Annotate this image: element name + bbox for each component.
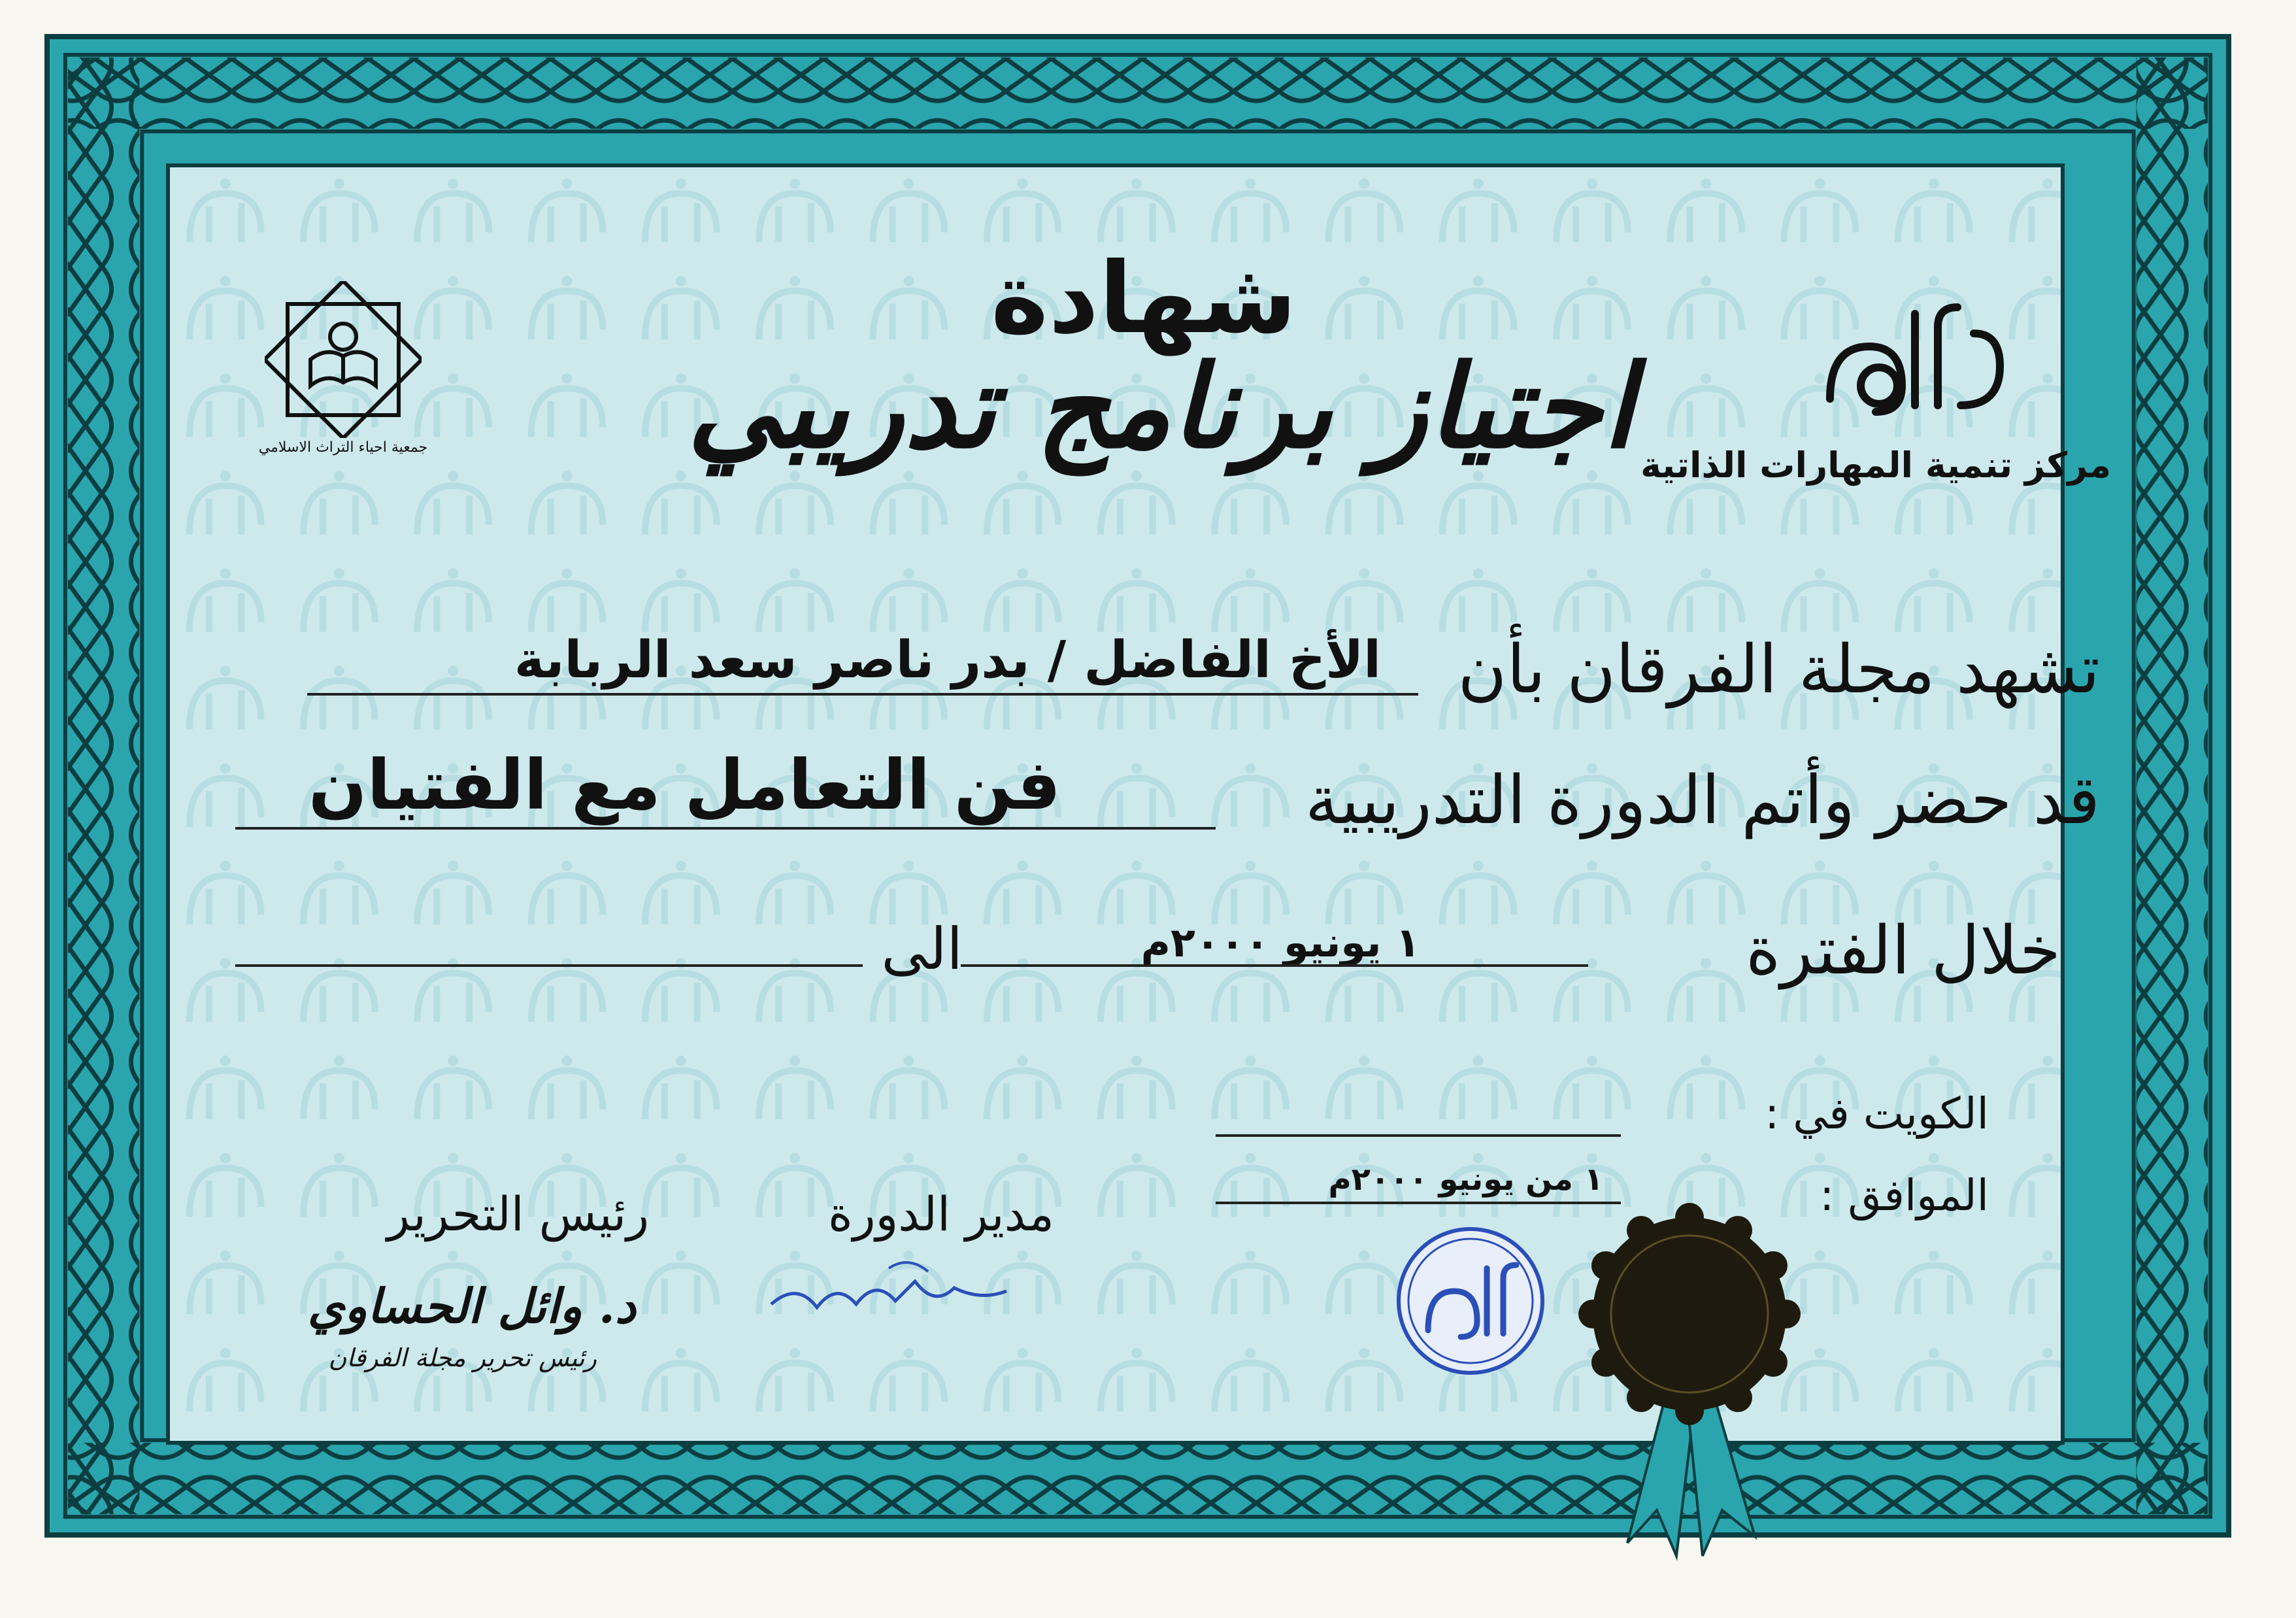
corresponding-date: ١ من يونيو ٢٠٠٠م <box>1328 1161 1603 1198</box>
period-from: ١ يونيو ٢٠٠٠م <box>1140 919 1420 966</box>
editor-signature-name: د. وائل الحساوي <box>307 1278 636 1334</box>
recipient-rule <box>307 693 1418 696</box>
period-to-label: الى <box>881 915 963 983</box>
certificate-title: شهادة <box>990 242 1297 356</box>
attestation-label: تشهد مجلة الفرقان بأن <box>1457 631 2100 709</box>
heritage-society-logo <box>265 281 422 438</box>
heritage-society-caption: جمعية احياء التراث الاسلامي <box>258 439 428 456</box>
gold-seal <box>1565 1203 1814 1569</box>
course-name: فن التعامل مع الفتيان <box>308 745 1061 825</box>
editor-signature-title: رئيس تحرير مجلة الفرقان <box>328 1343 597 1372</box>
corresponding-label: الموافق : <box>1820 1170 1989 1221</box>
place-label: الكويت في : <box>1765 1088 1989 1139</box>
certificate-subtitle: اجتياز برنامج تدريبي <box>687 340 1634 474</box>
alfurqan-logo <box>1817 288 2013 425</box>
course-director-label: مدير الدورة <box>827 1187 1054 1241</box>
recipient-name: الأخ الفاضل / بدر ناصر سعد الربابة <box>514 631 1381 690</box>
period-to-rule <box>235 964 863 967</box>
editor-in-chief-label: رئيس التحرير <box>387 1187 649 1241</box>
period-label: خلال الفترة <box>1746 912 2061 990</box>
place-rule <box>1216 1134 1621 1137</box>
skills-center-caption: مركز تنمية المهارات الذاتية <box>1640 445 2111 486</box>
course-rule <box>235 827 1216 830</box>
completion-label: قد حضر وأتم الدورة التدريبية <box>1305 762 2100 839</box>
alfurqan-stamp <box>1392 1222 1549 1379</box>
period-from-rule <box>961 964 1588 967</box>
corresponding-rule <box>1216 1202 1621 1204</box>
course-director-signature <box>758 1242 1033 1334</box>
